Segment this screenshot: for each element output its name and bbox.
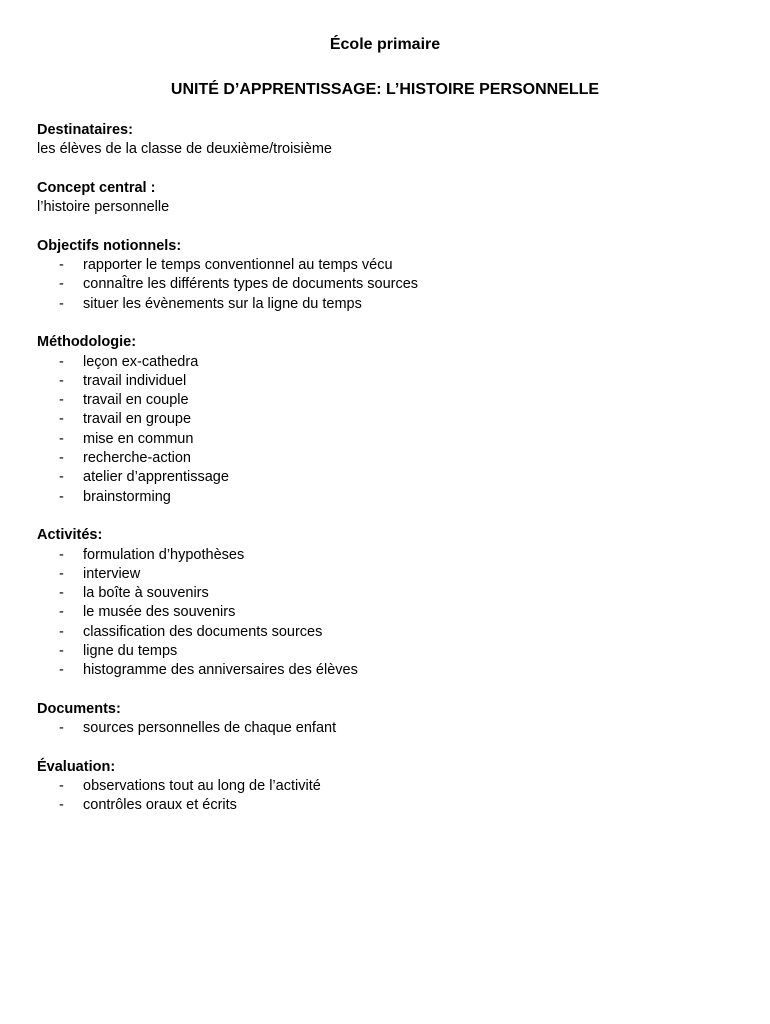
- dash-bullet: -: [59, 585, 64, 602]
- dash-bullet: -: [59, 372, 64, 389]
- section-activites: [37, 526, 737, 680]
- dash-bullet: -: [59, 546, 64, 563]
- list-item-text: brainstorming: [83, 488, 171, 505]
- list-item: [37, 603, 737, 622]
- dash-bullet: -: [59, 276, 64, 293]
- school-title: École primaire: [329, 36, 441, 53]
- list-item-text: le musée des souvenirs: [83, 604, 236, 621]
- list-item: [37, 642, 737, 661]
- dash-bullet: -: [59, 295, 64, 312]
- list-item: [37, 256, 737, 275]
- list-item: [37, 719, 737, 738]
- section-text: l’histoire personnelle: [37, 199, 170, 216]
- dash-bullet: -: [59, 469, 64, 486]
- section-heading: Documents:: [37, 700, 121, 717]
- list-item-text: mise en commun: [83, 430, 194, 447]
- dash-bullet: -: [59, 565, 64, 582]
- dash-bullet: -: [59, 257, 64, 274]
- list-item: [37, 295, 737, 314]
- dash-bullet: -: [59, 643, 64, 660]
- list-item-text: travail en groupe: [83, 411, 192, 428]
- list-item-text: travail en couple: [83, 392, 189, 409]
- section-methodologie: [37, 333, 737, 507]
- section-documents: [37, 700, 737, 739]
- section-heading: Évaluation:: [37, 758, 116, 775]
- bullet-list: [37, 719, 737, 738]
- list-item-text: sources personnelles de chaque enfant: [83, 720, 337, 737]
- dash-bullet: -: [59, 411, 64, 428]
- bullet-list: [37, 546, 737, 681]
- dash-bullet: -: [59, 662, 64, 679]
- list-item-text: classification des documents sources: [83, 623, 323, 640]
- list-item: [37, 546, 737, 565]
- document-body: [37, 121, 737, 835]
- unit-title: UNITÉ D’APPRENTISSAGE: L’HISTOIRE PERSONNELLE: [170, 81, 600, 98]
- list-item-text: observations tout au long de l’activité: [83, 778, 321, 795]
- bullet-list: [37, 353, 737, 507]
- list-item-text: atelier d’apprentissage: [83, 469, 229, 486]
- dash-bullet: -: [59, 450, 64, 467]
- dash-bullet: -: [59, 797, 64, 814]
- list-item: [37, 468, 737, 487]
- list-item-text: leçon ex-cathedra: [83, 353, 199, 370]
- list-item-text: la boîte à souvenirs: [83, 585, 209, 602]
- section-heading: Destinataires:: [37, 122, 133, 138]
- section-evaluation: [37, 758, 737, 816]
- dash-bullet: -: [59, 488, 64, 505]
- list-item: [37, 410, 737, 429]
- dash-bullet: -: [59, 430, 64, 447]
- list-item: [37, 275, 737, 294]
- dash-bullet: -: [59, 778, 64, 795]
- list-item-text: interview: [83, 565, 141, 582]
- section-text: les élèves de la classe de deuxième/troisième: [37, 141, 332, 158]
- section-heading: Activités:: [37, 527, 103, 544]
- list-item: [37, 449, 737, 468]
- list-item: [37, 796, 737, 815]
- dash-bullet: -: [59, 353, 64, 370]
- section-concept: [37, 179, 737, 218]
- section-objectifs: [37, 237, 737, 314]
- list-item: [37, 372, 737, 391]
- bullet-list: [37, 256, 737, 314]
- list-item: [37, 565, 737, 584]
- list-item-text: rapporter le temps conventionnel au temps vécu: [83, 257, 393, 274]
- list-item-text: ligne du temps: [83, 643, 178, 660]
- list-item: [37, 661, 737, 680]
- list-item: [37, 488, 737, 507]
- bullet-list: [37, 777, 737, 816]
- section-heading: Méthodologie:: [37, 334, 137, 351]
- list-item: [37, 353, 737, 372]
- list-item: [37, 777, 737, 796]
- list-item-text: histogramme des anniversaires des élèves: [83, 662, 358, 679]
- section-destinataires: [37, 121, 737, 160]
- list-item: [37, 391, 737, 410]
- list-item-text: formulation d’hypothèses: [83, 546, 245, 563]
- section-heading: Concept central :: [37, 179, 156, 196]
- dash-bullet: -: [59, 604, 64, 621]
- list-item: [37, 430, 737, 449]
- dash-bullet: -: [59, 392, 64, 409]
- section-heading: Objectifs notionnels:: [37, 237, 182, 254]
- list-item-text: situer les évènements sur la ligne du temps: [83, 295, 362, 312]
- list-item: [37, 584, 737, 603]
- list-item-text: connaÎtre les différents types de documents sources: [83, 276, 419, 293]
- dash-bullet: -: [59, 720, 64, 737]
- list-item: [37, 623, 737, 642]
- list-item-text: recherche-action: [83, 450, 191, 467]
- list-item-text: travail individuel: [83, 372, 187, 389]
- dash-bullet: -: [59, 623, 64, 640]
- list-item-text: contrôles oraux et écrits: [83, 797, 237, 814]
